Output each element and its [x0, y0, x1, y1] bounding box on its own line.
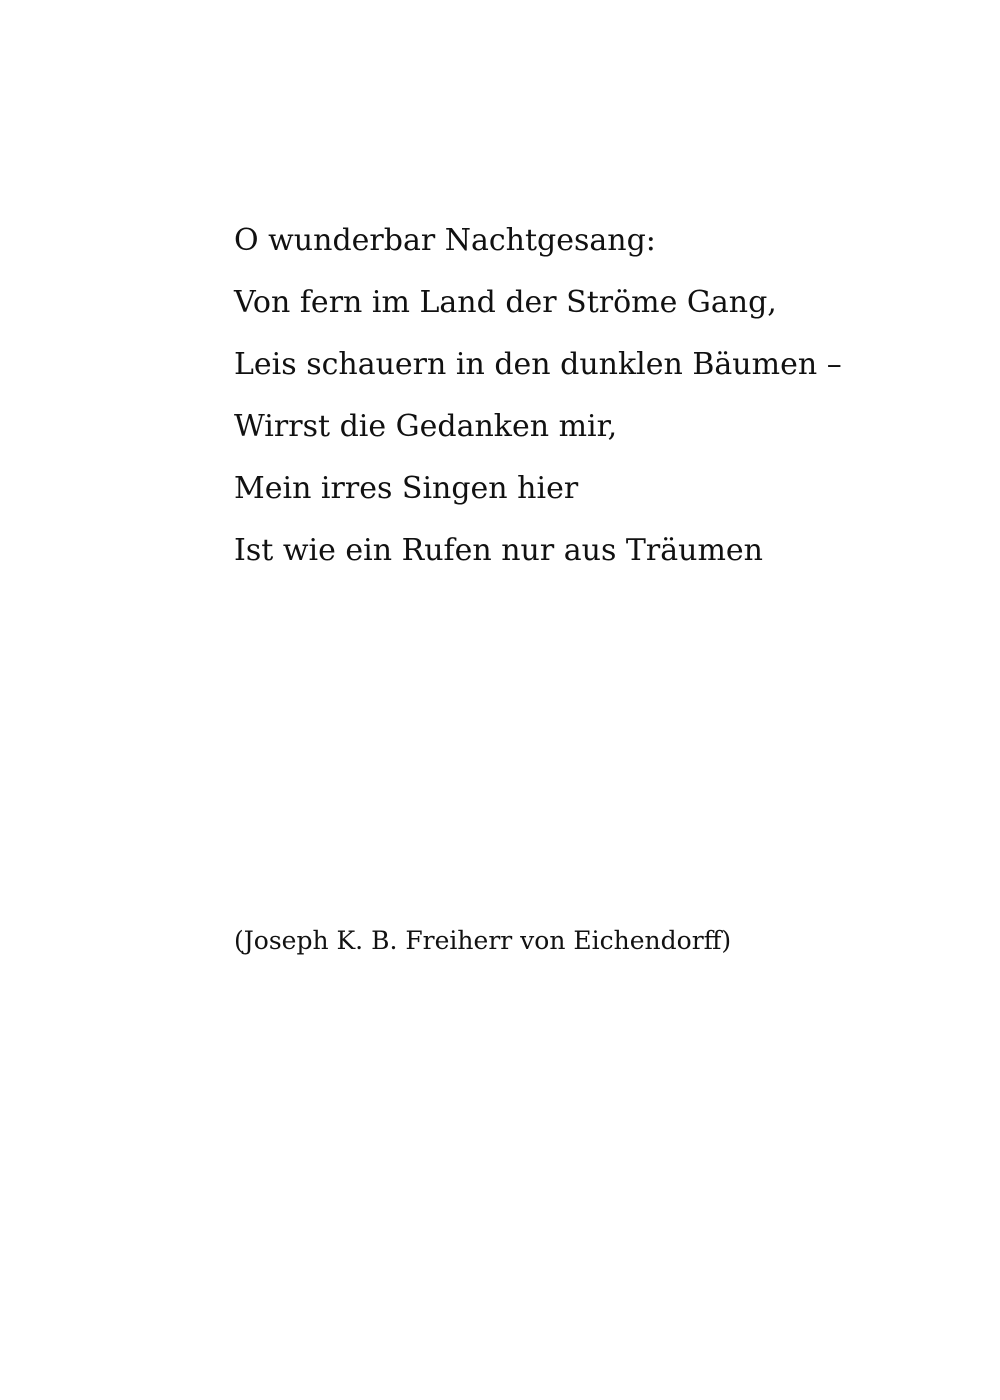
- poem-line-3: Leis schauern in den dunklen Bäumen –: [234, 347, 842, 382]
- poem-line-2: Von fern im Land der Ströme Gang,: [234, 285, 777, 320]
- poem-stanza: [234, 224, 954, 596]
- poem-line-4: Wirrst die Gedanken mir,: [234, 409, 618, 444]
- poem-line-5: Mein irres Singen hier: [234, 471, 579, 506]
- poem-attribution: (Joseph K. B. Freiherr von Eichendorff): [234, 926, 732, 955]
- poem-line-6: Ist wie ein Rufen nur aus Träumen: [234, 533, 763, 568]
- poem-line-1: O wunderbar Nachtgesang:: [234, 223, 656, 258]
